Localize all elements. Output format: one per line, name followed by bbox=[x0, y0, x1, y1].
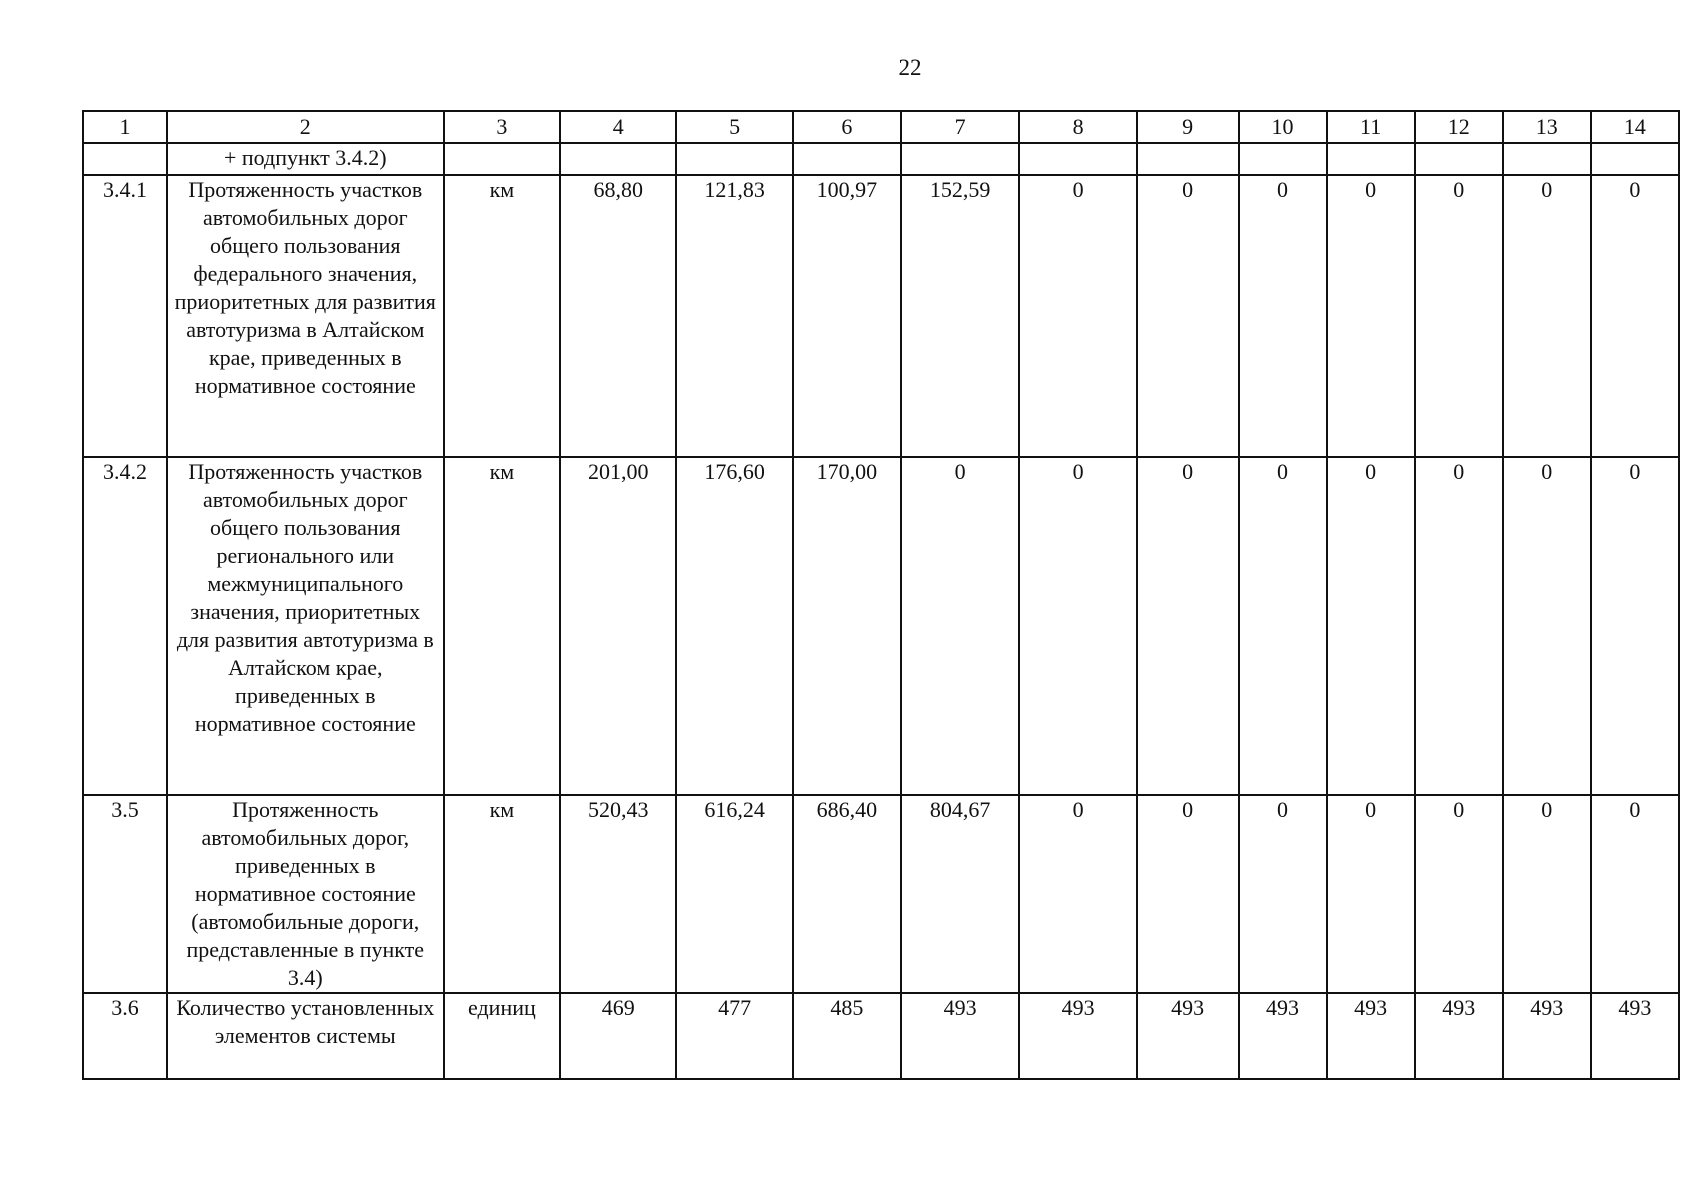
page-number: 22 bbox=[898, 55, 922, 80]
value-cell: 68,80 bbox=[560, 175, 676, 457]
unit-cell: единиц bbox=[444, 993, 560, 1079]
column-header: 2 bbox=[167, 111, 444, 143]
empty-cell bbox=[1591, 143, 1679, 175]
column-header: 14 bbox=[1591, 111, 1679, 143]
value-cell: 0 bbox=[1239, 795, 1327, 993]
value-cell: 520,43 bbox=[560, 795, 676, 993]
value-cell: 0 bbox=[1137, 175, 1239, 457]
value-cell: 686,40 bbox=[793, 795, 901, 993]
indicator-name: Протяженность участков автомобильных дорог общего пользования регионального или межмуниципального значения, приоритетных для развития автотуризма в Алтайском крае, приведенных в нормативное состояние bbox=[167, 457, 444, 795]
indicator-name: Протяженность участков автомобильных дорог общего пользования федерального значения, приоритетных для развития автотуризма в Алтайском крае, приведенных в нормативное состояние bbox=[167, 175, 444, 457]
value-cell: 0 bbox=[1591, 175, 1679, 457]
value-cell: 493 bbox=[1019, 993, 1136, 1079]
value-cell: 201,00 bbox=[560, 457, 676, 795]
empty-cell bbox=[1019, 143, 1136, 175]
value-cell: 493 bbox=[901, 993, 1019, 1079]
table-row bbox=[83, 457, 1679, 795]
column-header: 10 bbox=[1239, 111, 1327, 143]
value-cell: 0 bbox=[1019, 457, 1136, 795]
row-id: 3.6 bbox=[83, 993, 167, 1079]
empty-cell bbox=[793, 143, 901, 175]
value-cell: 0 bbox=[1019, 175, 1136, 457]
value-cell: 100,97 bbox=[793, 175, 901, 457]
empty-cell bbox=[1415, 143, 1503, 175]
value-cell: 0 bbox=[1415, 795, 1503, 993]
unit-cell: км bbox=[444, 795, 560, 993]
table-row bbox=[83, 795, 1679, 993]
empty-cell bbox=[901, 143, 1019, 175]
column-header: 7 bbox=[901, 111, 1019, 143]
table-row bbox=[83, 993, 1679, 1079]
value-cell: 0 bbox=[1415, 457, 1503, 795]
empty-cell bbox=[560, 143, 676, 175]
indicators-table bbox=[82, 110, 1680, 1080]
value-cell: 0 bbox=[1137, 795, 1239, 993]
value-cell: 0 bbox=[1327, 175, 1415, 457]
column-header: 5 bbox=[676, 111, 792, 143]
continuation-text: + подпункт 3.4.2) bbox=[167, 143, 444, 175]
row-id: 3.5 bbox=[83, 795, 167, 993]
value-cell: 616,24 bbox=[676, 795, 792, 993]
value-cell: 493 bbox=[1137, 993, 1239, 1079]
row-id: 3.4.2 bbox=[83, 457, 167, 795]
value-cell: 804,67 bbox=[901, 795, 1019, 993]
value-cell: 170,00 bbox=[793, 457, 901, 795]
value-cell: 0 bbox=[1019, 795, 1136, 993]
empty-cell bbox=[1503, 143, 1591, 175]
unit-cell: км bbox=[444, 457, 560, 795]
value-cell: 0 bbox=[1591, 795, 1679, 993]
value-cell: 493 bbox=[1591, 993, 1679, 1079]
empty-cell bbox=[1137, 143, 1239, 175]
table-row bbox=[83, 175, 1679, 457]
value-cell: 0 bbox=[1415, 175, 1503, 457]
continuation-row bbox=[83, 143, 1679, 175]
empty-cell bbox=[676, 143, 792, 175]
value-cell: 469 bbox=[560, 993, 676, 1079]
unit-cell: км bbox=[444, 175, 560, 457]
column-header: 3 bbox=[444, 111, 560, 143]
empty-cell bbox=[83, 143, 167, 175]
value-cell: 485 bbox=[793, 993, 901, 1079]
indicator-name: Протяженность автомобильных дорог, приведенных в нормативное состояние (автомобильные дороги, представленные в пункте 3.4) bbox=[167, 795, 444, 993]
value-cell: 493 bbox=[1415, 993, 1503, 1079]
value-cell: 493 bbox=[1327, 993, 1415, 1079]
value-cell: 493 bbox=[1239, 993, 1327, 1079]
value-cell: 477 bbox=[676, 993, 792, 1079]
value-cell: 152,59 bbox=[901, 175, 1019, 457]
value-cell: 0 bbox=[1591, 457, 1679, 795]
value-cell: 0 bbox=[1503, 795, 1591, 993]
value-cell: 0 bbox=[901, 457, 1019, 795]
value-cell: 0 bbox=[1239, 175, 1327, 457]
empty-cell bbox=[444, 143, 560, 175]
value-cell: 0 bbox=[1503, 457, 1591, 795]
column-header: 6 bbox=[793, 111, 901, 143]
value-cell: 0 bbox=[1503, 175, 1591, 457]
value-cell: 493 bbox=[1503, 993, 1591, 1079]
column-header: 11 bbox=[1327, 111, 1415, 143]
indicator-name: Количество установленных элементов системы bbox=[167, 993, 444, 1079]
value-cell: 0 bbox=[1239, 457, 1327, 795]
column-header: 1 bbox=[83, 111, 167, 143]
value-cell: 121,83 bbox=[676, 175, 792, 457]
empty-cell bbox=[1327, 143, 1415, 175]
value-cell: 0 bbox=[1327, 457, 1415, 795]
value-cell: 0 bbox=[1137, 457, 1239, 795]
value-cell: 0 bbox=[1327, 795, 1415, 993]
value-cell: 176,60 bbox=[676, 457, 792, 795]
column-header: 12 bbox=[1415, 111, 1503, 143]
column-header: 9 bbox=[1137, 111, 1239, 143]
empty-cell bbox=[1239, 143, 1327, 175]
row-id: 3.4.1 bbox=[83, 175, 167, 457]
column-header: 13 bbox=[1503, 111, 1591, 143]
column-header: 4 bbox=[560, 111, 676, 143]
column-header: 8 bbox=[1019, 111, 1136, 143]
column-number-row bbox=[83, 111, 1679, 143]
